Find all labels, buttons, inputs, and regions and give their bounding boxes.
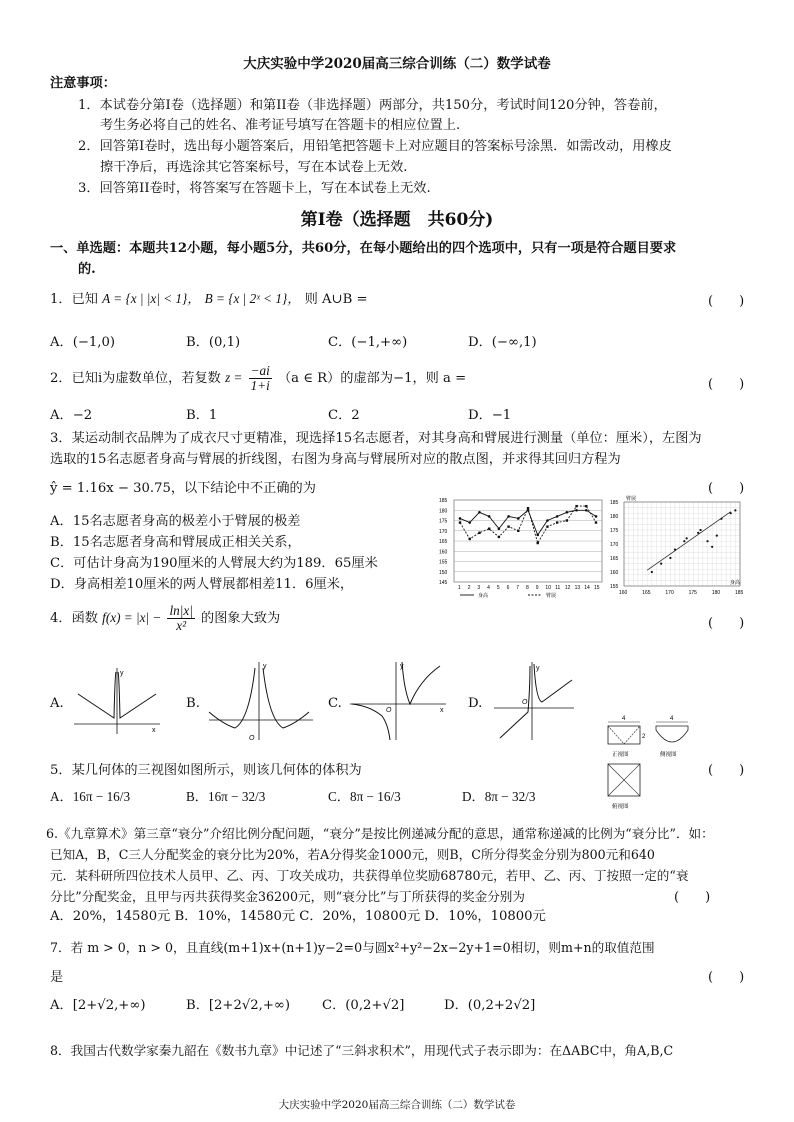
x-tick-label: 165 (642, 590, 651, 596)
x-tick-label: 160 (619, 590, 628, 596)
q7-option-d: D．(0,2+2√2] (444, 998, 536, 1013)
q3-option-d: D．身高相差10厘米的两人臂展都相差11．6厘米， (50, 577, 354, 592)
y-tick-label: 155 (439, 559, 448, 566)
q4-stem-text: 4．函数 (50, 610, 98, 626)
x-tick-label: 3 (477, 585, 481, 591)
axis-label-x: x (152, 727, 156, 734)
scatter-point (711, 546, 713, 548)
x-tick-label: 11 (555, 585, 561, 591)
q4-graph-d (492, 660, 576, 742)
page-footer: 大庆实验中学2020届高三综合训练（二）数学试卷 (278, 1099, 516, 1111)
q1-option-d: D．(−∞,1) (468, 335, 537, 350)
data-point (478, 532, 480, 534)
q1-stem (50, 288, 368, 307)
data-point (575, 509, 578, 512)
x-tick-label: 175 (688, 590, 697, 596)
data-point (556, 515, 559, 518)
q5-stem: 5．某几何体的三视图如图所示，则该几何体的体积为 (50, 763, 362, 778)
y-tick-label: 170 (610, 542, 619, 548)
scatter-point (716, 535, 718, 537)
dimension-label: 4 (670, 716, 674, 722)
data-point (585, 509, 588, 512)
x-tick-label: 14 (584, 585, 590, 591)
notice-item: 擦干净后，再选涂其它答案标号，写在本试卷上无效. (100, 160, 408, 175)
data-point (459, 521, 461, 523)
q6-stem: 分比”分配奖金，且甲与丙共获得奖金36200元，则“衰分比”与丁所获得的奖金分别为 (50, 889, 525, 904)
q2-z: z = (225, 369, 243, 385)
q4-denominator: x² (176, 617, 187, 633)
y-axis-title: 臂展 (626, 496, 637, 502)
notice-item: 1．本试卷分第I卷（选择题）和第II卷（非选择题）两部分，共150分，考试时间120分钟，答卷前， (78, 98, 667, 113)
q8-stem: 8．我国古代数学家秦九韶在《数书九章》中记述了“三斜求积术”，用现代式子表示即为：在ΔABC中，角A,B,C (50, 1043, 674, 1058)
data-point (546, 519, 549, 522)
data-point (585, 505, 587, 507)
part-heading-cont: 的. (78, 262, 96, 277)
scatter-point (674, 549, 676, 551)
q2-option-c: C．2 (328, 408, 360, 423)
y-tick-label: 185 (610, 500, 619, 506)
answer-paren: ( ) (708, 763, 745, 778)
front-view-label: 正视图 (612, 752, 629, 758)
answer-paren: ( ) (708, 970, 745, 985)
x-tick-label: 1 (458, 585, 461, 591)
data-point (488, 528, 490, 530)
x-tick-label: 13 (574, 585, 581, 591)
data-point (498, 527, 501, 530)
x-tick-label: 12 (564, 585, 571, 591)
notice-item: 3．回答第II卷时，将答案写在答题卡上，写在本试卷上无效. (78, 181, 431, 196)
answer-paren: ( ) (708, 294, 745, 309)
y-tick-label: 145 (439, 580, 448, 586)
data-point (537, 542, 539, 544)
answer-paren: ( ) (708, 481, 745, 496)
q2-denominator: 1+i (250, 377, 270, 393)
x-axis-title: 身高 (730, 580, 741, 586)
y-tick-label: 150 (439, 569, 448, 576)
q1-stem-text: 1．已知 (50, 292, 98, 307)
q7-option-a: A．[2+√2,+∞) (50, 998, 146, 1013)
page-title: 大庆实验中学2020届高三综合训练（二）数学试卷 (243, 56, 551, 72)
y-tick-label: 165 (610, 556, 619, 562)
axis-label-x: x (440, 707, 444, 714)
q4-function: f(x) = |x| − (102, 609, 162, 625)
notice-item: 考生务必将自己的姓名、准考证号填写在答题卡的相应位置上. (100, 118, 461, 133)
scatter-point (730, 512, 732, 514)
q7-option-b: B．[2+2√2,+∞) (186, 998, 291, 1013)
scatter-point (683, 540, 685, 542)
scatter-point (651, 571, 653, 573)
x-tick-label: 185 (735, 590, 744, 596)
data-point (566, 519, 568, 521)
q4-option-a: A. (50, 696, 64, 711)
scatter-point (660, 563, 662, 565)
answer-paren: ( ) (708, 616, 745, 631)
y-tick-label: 180 (439, 508, 448, 515)
q6-stem: 已知A，B，C三人分配奖金的衰分比为20%，若A分得奖金1000元，则B，C所分得奖金分别为800元和640 (50, 847, 655, 862)
q3-option-c: C．可估计身高为190厘米的人臂展大约为189．65厘米 (50, 556, 378, 571)
q3-stem: 3．某运动制衣品牌为了成衣尺寸更精准，现选择15名志愿者，对其身高和臂展进行测量（单位：厘米），左图为 (50, 431, 702, 446)
q3-option-b: B．15名志愿者身高和臂展成正相关关系， (50, 535, 301, 550)
q6-stem: 元．某科研所四位技术人员甲、乙、丙、丁攻关成功，共获得单位奖励68780元，若甲、乙、丙、丁按照一定的“衰 (50, 868, 689, 883)
data-point (595, 515, 598, 518)
data-point (527, 507, 529, 509)
q2-fraction (249, 364, 272, 393)
data-point (536, 534, 539, 537)
q2-stem (50, 364, 466, 393)
three-view-diagram (600, 714, 700, 814)
section-title: 第I卷（选择题 共60分) (300, 210, 494, 230)
q1-option-c: C．(−1,+∞) (328, 335, 408, 350)
q4-option-b: B. (186, 696, 200, 711)
notice-heading: 注意事项： (50, 76, 116, 91)
q4-option-d: D. (468, 696, 483, 711)
x-tick-label: 6 (506, 585, 510, 591)
y-tick-label: 175 (610, 528, 619, 534)
x-tick-label: 8 (526, 585, 529, 591)
y-tick-label: 165 (439, 539, 448, 545)
origin-label: O (386, 707, 392, 714)
q4-graph-c (348, 660, 448, 742)
axis-label-y: y (263, 663, 267, 670)
q4-stem-end: 的图象大致为 (201, 610, 281, 626)
q4-option-c: C. (328, 696, 342, 711)
q2-stem-text: 2．已知i为虚数单位，若复数 (50, 370, 221, 386)
q4-stem (50, 604, 280, 633)
q5-option-d: D．8π − 32/3 (462, 789, 536, 804)
scatter-point (669, 557, 671, 559)
y-tick-label: 155 (610, 584, 619, 590)
notice-item: 2．回答第I卷时，选出每小题答案后，用铅笔把答题卡上对应题目的答案标号涂黑．如需改动，用橡皮 (78, 139, 672, 154)
scatter-point (720, 518, 722, 520)
answer-paren: ( ) (708, 377, 745, 392)
y-tick-label: 160 (610, 570, 619, 576)
top-view-label: 俯视图 (612, 804, 629, 810)
q2-option-a: A．−2 (50, 408, 93, 423)
data-point (469, 538, 471, 540)
q4-graph-b (205, 658, 315, 742)
q1-set-b: B = {x | 2ˣ < 1}， (204, 291, 301, 306)
q7-stem: 是 (50, 970, 64, 985)
x-tick-label: 4 (487, 585, 490, 591)
q2-option-b: B．1 (186, 408, 218, 423)
axis-label-y: y (536, 665, 540, 672)
answer-paren: ( ) (674, 890, 711, 905)
q2-stem-end: （a ∈ R）的虚部为−1，则 a = (277, 370, 467, 386)
data-point (459, 517, 462, 520)
origin-label: O (522, 699, 528, 706)
q5-option-b: B．16π − 32/3 (186, 789, 266, 804)
height-armspan-line-chart (438, 494, 606, 600)
x-tick-label: 170 (665, 590, 674, 596)
q7-stem: 7．若 m > 0，n > 0，且直线(m+1)x+(n+1)y−2=0与圆x²+y²−2x−2y+1=0相切，则m+n的取值范围 (50, 940, 655, 955)
data-point (488, 515, 491, 518)
data-point (498, 536, 500, 538)
origin-label: O (249, 735, 255, 742)
data-point (595, 521, 597, 523)
q6-stem: 6.《九章算术》第三章“衰分”介绍比例分配问题，“衰分”是按比例递减分配的意思，通常称递减的比例为“衰分比”．如： (46, 826, 714, 841)
q2-option-d: D．−1 (468, 408, 512, 423)
scatter-point (706, 540, 708, 542)
legend-label: 身高 (478, 593, 489, 599)
q2-numerator: −ai (250, 363, 270, 378)
data-point (556, 521, 558, 523)
q4-graph-a (72, 664, 162, 736)
q3-stem: ŷ = 1.16x − 30.75，以下结论中不正确的为 (50, 481, 316, 496)
data-point (507, 525, 509, 527)
q4-fraction (167, 604, 194, 633)
data-point (546, 525, 548, 527)
y-tick-label: 160 (439, 549, 448, 556)
q5-option-c: C．8π − 16/3 (328, 789, 401, 804)
data-point (517, 517, 520, 520)
x-tick-label: 5 (496, 585, 500, 591)
data-point (468, 521, 471, 524)
dimension-label: 2 (642, 734, 646, 740)
scatter-point (697, 532, 699, 534)
data-point (507, 515, 510, 518)
legend-label: 臂展 (546, 593, 557, 599)
axis-label-y: y (400, 663, 404, 670)
y-tick-label: 175 (439, 518, 448, 525)
y-tick-label: 180 (610, 514, 619, 520)
height-armspan-scatter-chart (610, 494, 746, 600)
plot-frame (624, 502, 740, 586)
scatter-point (699, 529, 701, 531)
scatter-point (734, 509, 736, 511)
y-tick-label: 170 (439, 528, 448, 535)
q1-stem-end: 则 A∪B = (304, 292, 368, 307)
x-tick-label: 7 (516, 585, 520, 591)
series-line (460, 510, 596, 535)
q7-option-c: C．(0,2+√2] (322, 998, 405, 1013)
q1-option-a: A．(−1,0) (50, 335, 116, 350)
q6-options: A．20%，14580元 B．10%，14580元 C．20%，10800元 D．10%，10800元 (50, 909, 546, 924)
dimension-label: 4 (622, 716, 626, 722)
x-tick-label: 10 (545, 585, 551, 591)
data-point (566, 511, 569, 514)
q5-option-a: A．16π − 16/3 (50, 789, 131, 804)
y-tick-label: 185 (439, 498, 448, 504)
data-point (575, 505, 577, 507)
data-point (517, 530, 519, 532)
x-tick-label: 180 (711, 590, 721, 596)
q3-option-a: A．15名志愿者身高的极差小于臂展的极差 (50, 514, 301, 529)
q1-set-a: A = {x | |x| < 1}， (102, 291, 201, 306)
scatter-point (686, 537, 688, 539)
q4-numerator: ln|x| (169, 603, 193, 618)
part-heading: 一、单选题：本题共12小题，每小题5分，共60分，在每小题给出的四个选项中，只有一项是符合题目要求 (50, 241, 677, 256)
data-point (478, 511, 481, 514)
q3-stem: 选取的15名志愿者身高与臂展的折线图，右图为身高与臂展所对应的散点图，并求得其回归方程为 (50, 452, 621, 467)
x-tick-label: 2 (467, 585, 471, 591)
side-view-label: 侧视图 (660, 752, 677, 758)
x-tick-label: 9 (535, 585, 539, 591)
q1-option-b: B．(0,1) (186, 335, 241, 350)
x-tick-label: 15 (594, 585, 600, 591)
axis-label-y: y (120, 670, 124, 677)
